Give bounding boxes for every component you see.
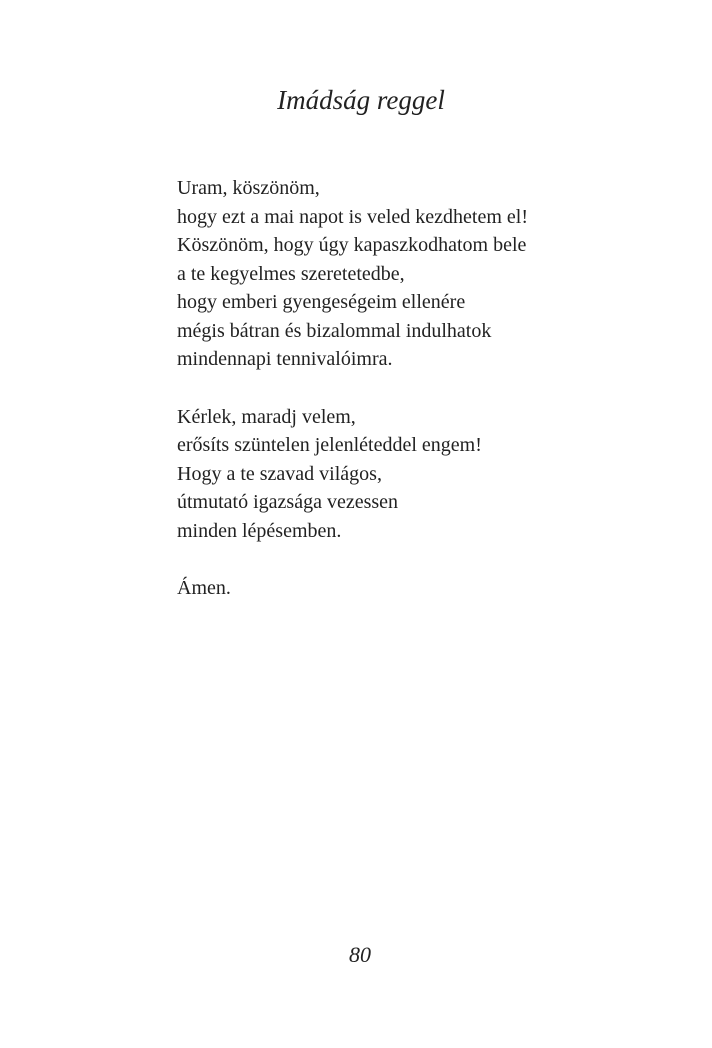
poem-line: útmutató igazsága vezessen: [177, 491, 399, 513]
poem-line: hogy ezt a mai napot is veled kezdhetem el!: [177, 205, 528, 228]
poem-line: Kérlek, maradj velem,: [177, 405, 356, 428]
poem-line: hogy emberi gyengeségeim ellenére: [177, 291, 466, 313]
stanza-3: [177, 574, 677, 603]
poem-line: erősíts szüntelen jelenlétеddel engem!: [177, 434, 482, 456]
poem-body: [177, 174, 677, 632]
poem-line: Köszönöm, hogy úgy kapaszkodhatom bele: [177, 234, 527, 256]
page-number: 80: [349, 942, 371, 967]
poem-line: Hogy a te szavad világos,: [177, 462, 382, 485]
poem-line: Uram, köszönöm,: [177, 177, 320, 199]
poem-line: Ámen.: [177, 577, 231, 599]
page-title: Imádság reggel: [277, 85, 445, 115]
stanza-2: [177, 403, 677, 546]
poem-line: a te kegyelmes szeretetedbe,: [177, 262, 405, 285]
stanza-1: [177, 174, 677, 374]
poem-line: mégis bátran és bizalommal indulhatok: [177, 319, 492, 342]
poem-line: mindennapi tennivalóimra.: [177, 348, 393, 370]
poem-line: minden lépésemben.: [177, 519, 342, 542]
